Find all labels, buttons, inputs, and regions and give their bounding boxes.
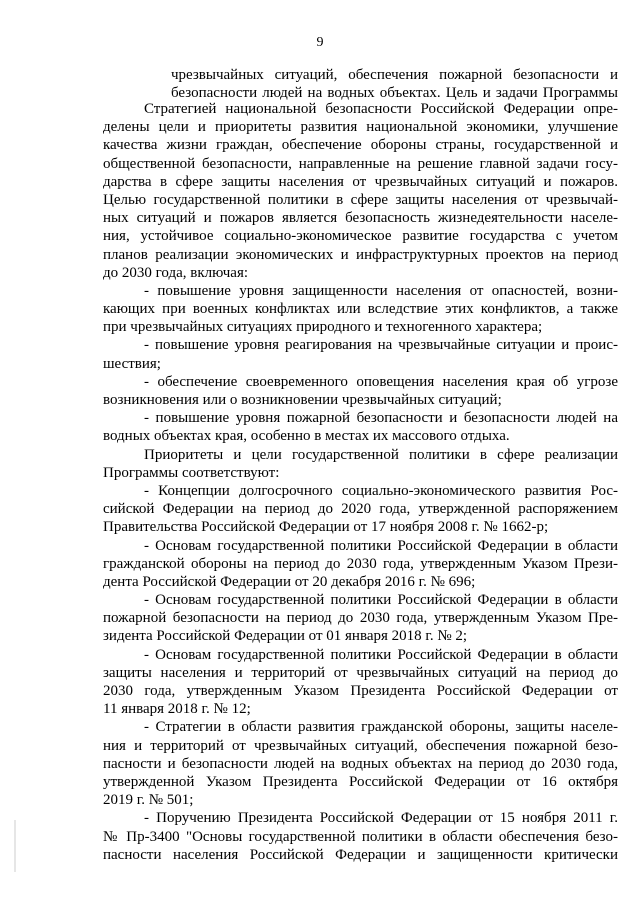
list-item-line: пожарной безопасности на период до 2030 года, утвержденным Указом Пре- — [103, 610, 618, 627]
list-item-line: - Основам государственной политики Российской Федерации в области — [144, 592, 618, 609]
list-item-line: - Основам государственной политики Российской Федерации в области — [144, 537, 618, 554]
list-item-line: дента Российской Федерации от 20 декабря 2016 г. № 696; — [103, 573, 476, 590]
list-item-line: 11 января 2018 г. № 12; — [103, 701, 251, 718]
list-item-line: утвержденной Указом Президента Российской Федерации от 16 октября — [103, 773, 618, 790]
list-item-line: - Основам государственной политики Российской Федерации в области — [144, 646, 618, 663]
list-item-line: ния и территорий от чрезвычайных ситуаций, обеспечения пожарной безо- — [103, 737, 618, 754]
paragraph-line: качества жизни граждан, обеспечение обороны страны, государственной и — [103, 137, 618, 154]
list-item-line: 2019 г. № 501; — [103, 792, 194, 809]
paragraph-line: дарства в сфере защиты населения от чрезвычайных ситуаций и пожаров. — [103, 173, 618, 190]
list-item-line: возникновения или о возникновении чрезвычайных ситуаций; — [103, 392, 502, 408]
list-item-line: защиты населения и территорий от чрезвычайных ситуаций на период до — [103, 664, 618, 681]
list-item-line: - Поручению Президента Российской Федерации от 15 ноября 2011 г. — [144, 810, 618, 827]
scan-edge-mark — [14, 820, 16, 872]
list-item-line: гражданской обороны на период до 2030 года, утвержденным Указом Прези- — [103, 555, 618, 572]
body-text — [103, 100, 618, 864]
list-item-line: сийской Федерации на период до 2020 года, утвержденной распоряжением — [103, 501, 618, 518]
list-item-line: при чрезвычайных ситуациях природного и техногенного характера; — [103, 319, 543, 336]
list-item-line: кающих при военных конфликтах или вследствие этих конфликтов, а также — [103, 301, 618, 318]
paragraph-line: ных ситуаций и пожаров является безопасность жизнедеятельности населе- — [103, 210, 618, 227]
paragraph-line: Стратегией национальной безопасности Российской Федерации опре- — [144, 101, 618, 117]
paragraph-line: до 2030 года, включая: — [103, 264, 249, 281]
title-line: безопасности людей на водных объектах. Цель и задачи Программы — [171, 85, 618, 102]
list-item-line: - Концепции долгосрочного социально-экономического развития Рос- — [144, 482, 618, 499]
list-item-line: пасности и безопасности людей на водных объектах на период до 2030 года, — [103, 755, 618, 772]
section-title-continuation — [171, 66, 618, 102]
paragraph-line: общественной безопасности, направленные на решение главной задачи госу- — [103, 155, 618, 172]
list-item-line: - повышение уровня защищенности населения от опасностей, возни- — [144, 282, 618, 299]
list-item-line: водных объектах края, особенно в местах их массового отдыха. — [103, 428, 510, 445]
page-number: 9 — [316, 35, 324, 50]
list-item-line: - обеспечение своевременного оповещения населения края об угрозе — [144, 373, 618, 390]
paragraph-line: Целью государственной политики в сфере защиты населения от чрезвычай- — [103, 191, 618, 208]
list-item-line: 2030 года, утвержденным Указом Президента Российской Федерации от — [103, 683, 618, 699]
paragraph-line: ния, устойчивое социально-экономическое развитие государства с учетом — [103, 228, 618, 245]
list-item-line: - повышение уровня пожарной безопасности и безопасности людей на — [144, 410, 618, 427]
paragraph-line: планов реализации экономических и инфраструктурных проектов на период — [103, 246, 618, 263]
list-item-line: № Пр-3400 "Основы государственной политики в области обеспечения безо- — [103, 828, 618, 845]
list-item-line: зидента Российской Федерации от 01 января 2018 г. № 2; — [103, 628, 468, 645]
paragraph-line: Программы соответствуют: — [103, 464, 280, 481]
paragraph-line: Приоритеты и цели государственной политики в сфере реализации — [144, 446, 618, 463]
title-line: чрезвычайных ситуаций, обеспечения пожарной безопасности и — [171, 67, 618, 83]
list-item-line: Правительства Российской Федерации от 17 ноября 2008 г. № 1662-р; — [103, 519, 549, 536]
list-item-line: пасности населения Российской Федерации и защищенности критически — [103, 846, 618, 863]
paragraph-line: делены цели и приоритеты развития национальной экономики, улучшение — [103, 119, 618, 136]
list-item-line: шествия; — [103, 355, 161, 372]
list-item-line: - Стратегии в области развития гражданской обороны, защиты населе- — [144, 719, 618, 736]
list-item-line: - повышение уровня реагирования на чрезвычайные ситуации и проис- — [144, 337, 618, 354]
